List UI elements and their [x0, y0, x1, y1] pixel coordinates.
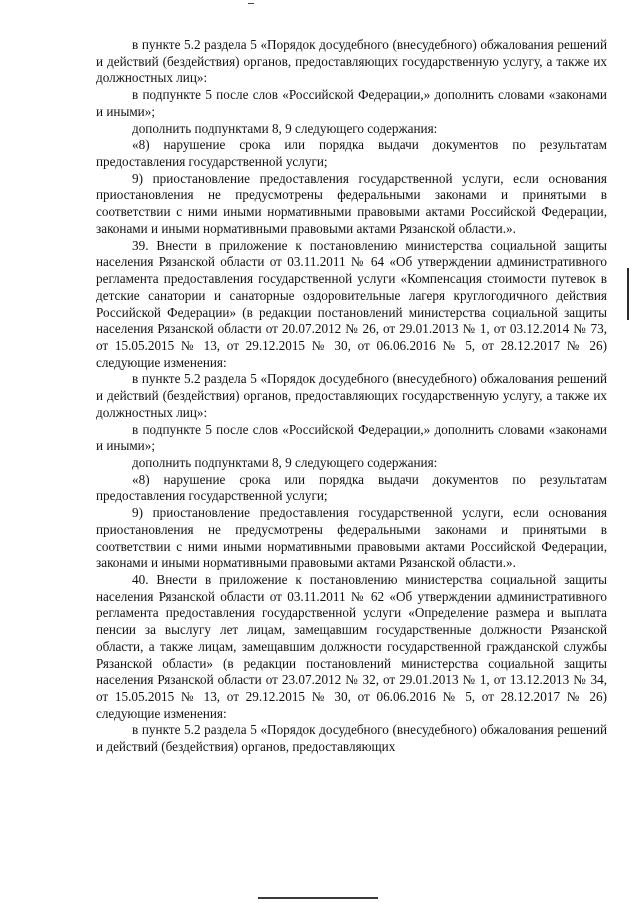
scan-mark-right [627, 268, 629, 320]
paragraph-subpoint-5: в подпункте 5 после слов «Российской Федерации,» дополнить словами «законами и иными»; [96, 87, 607, 119]
scan-mark-top [248, 0, 254, 4]
paragraph-40: 40. Внести в приложение к постановлению министерства социальной защиты населения Рязанской области от 03.11.2011 № 62 «Об утверждении административного регламента предоставления государственной услуги «Определение размера и выплата пенсии за выслугу лет лицам, замещавшим государственные должности Рязанской области, а также лицам, замещавшим должности государственной гражданской службы Рязанской области» (в редакции постановлений министерства социальной защиты населения Рязанской области от 23.07.2012 № 32, от 29.01.2013 № 1, от 13.12.2013 № 34, от 15.05.2015 № 13, от 29.12.2015 № 30, от 06.06.2016 № 5, от 28.12.2017 № 26) следующие изменения: [96, 572, 607, 721]
paragraph-add-subpoints: дополнить подпунктами 8, 9 следующего содержания: [132, 120, 438, 136]
paragraph-39-intro-5-2: в пункте 5.2 раздела 5 «Порядок досудебного (внесудебного) обжалования решений и действий (бездействия) органов, предоставляющих государственную услугу, а также их должностных лиц»: [96, 371, 607, 420]
paragraph-39-item-8: «8) нарушение срока или порядка выдачи документов по результатам предоставления государственной услуги; [96, 471, 607, 504]
paragraph-item-8: «8) нарушение срока или порядка выдачи документов по результатам предоставления государственной услуги; [96, 137, 607, 170]
scan-mark-bottom [258, 897, 378, 899]
paragraph-39: 39. Внести в приложение к постановлению министерства социальной защиты населения Рязанской области от 03.11.2011 № 64 «Об утверждении административного регламента предоставления государственной услуги «Компенсация стоимости путевок в детские санатории и санаторные оздоровительные лагеря круглогодичного действия Российской Федерации» (в редакции постановлений министерства социальной защиты населения Рязанской области от 20.07.2012 № 26, от 29.01.2013 № 1, от 03.12.2014 № 73, от 15.05.2015 № 13, от 29.12.2015 № 30, от 06.06.2016 № 5, от 28.12.2017 № 26) следующие изменения: [96, 237, 607, 370]
document-body [96, 37, 607, 756]
paragraph-39-item-9: 9) приостановление предоставления государственной услуги, если основания приостановления не предусмотрены федеральными законами и принятыми в соответствии с ними иными нормативными правовыми актами Российской Федерации, законами и иными нормативными правовыми актами Рязанской области.». [96, 505, 607, 571]
paragraph-39-add-subpoints: дополнить подпунктами 8, 9 следующего содержания: [132, 454, 438, 470]
paragraph-item-9: 9) приостановление предоставления государственной услуги, если основания приостановления не предусмотрены федеральными законами и принятыми в соответствии с ними иными нормативными правовыми актами Российской Федерации, законами и иными нормативными правовыми актами Рязанской области.». [96, 170, 607, 236]
paragraph-intro-5-2: в пункте 5.2 раздела 5 «Порядок досудебного (внесудебного) обжалования решений и действий (бездействия) органов, предоставляющих государственную услугу, а также их должностных лиц»: [96, 37, 607, 86]
paragraph-40-intro-5-2: в пункте 5.2 раздела 5 «Порядок досудебного (внесудебного) обжалования решений и действий (бездействия) органов, предоставляющих [96, 722, 607, 755]
paragraph-39-subpoint-5: в подпункте 5 после слов «Российской Федерации,» дополнить словами «законами и иными»; [96, 421, 607, 454]
